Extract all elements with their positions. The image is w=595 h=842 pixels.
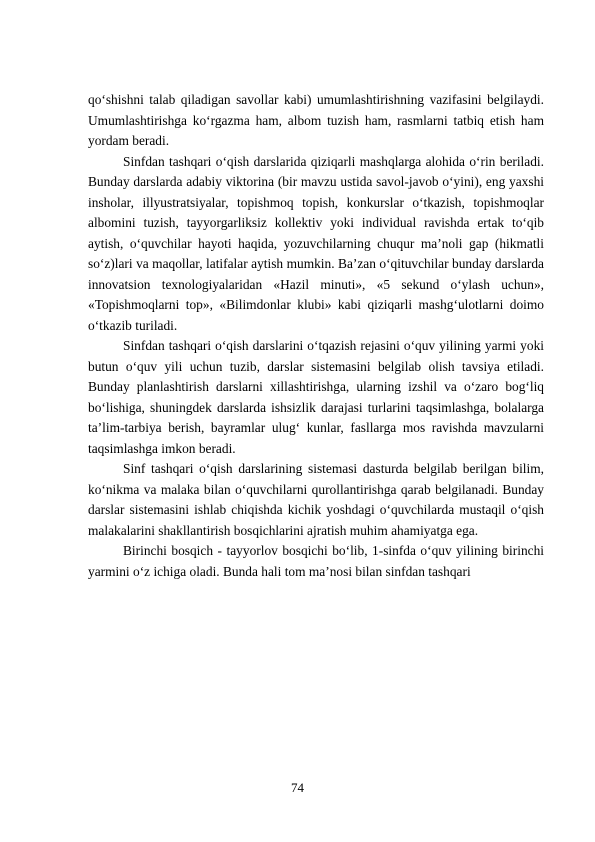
paragraph-continuation: qo‘shishni talab qiladigan savollar kabi) umumlashtirishning vazifasini belgilaydi. Umumlashtirishga ko‘rgazma ham, albom tuzish ham, rasmlarni tatbiq etish ham yordam beradi.: [88, 92, 544, 148]
paragraph-lesson-system: Sinf tashqari o‘qish darslarining sistemasi dasturda belgilab berilgan bilim, ko‘nikma va malaka bilan o‘quvchilarni qurollantirishga qarab belgilanadi. Bunday darslar sistemasini ishlab chiqishda kichik yoshdagi o‘quvchilarda mustaqil o‘qish malakalarini shakllantirish bosqichlarini ajratish muhim ahamiyatga ega.: [88, 461, 544, 538]
paragraph-first-stage: Birinchi bosqich - tayyorlov bosqichi bo‘lib, 1-sinfda o‘quv yilining birinchi yarmini o‘z ichiga oladi. Bunda hali tom ma’nosi bilan sinfdan tashqari: [88, 543, 544, 579]
page-body: [88, 90, 544, 582]
paragraph-extracurricular-exercises: Sinfdan tashqari o‘qish darslarida qiziqarli mashqlarga alohida o‘rin beriladi. Bunday darslarda adabiy viktorina (bir mavzu ustida savol-javob o‘yini), eng yaxshi insholar, illyustratsiyalar, topishmoq topish, konkurslar o‘tkazish, topishmoqlar albomini tuzish, tayyorgarliksiz kollektiv yoki individual ravishda ertak to‘qib aytish, o‘quvchilar hayoti haqida, yozuvchilarning chuqur ma’noli gap (hikmatli so‘z)lari va maqollar, latifalar aytish mumkin. Ba’zan o‘qituvchilar bunday darslarda innovatsion texnologiyalaridan «Hazil minuti», «5 sekund o‘ylash uchun», «Topishmoqlarni top», «Bilimdonlar klubi» kabi qiziqarli mashg‘ulotlarni doimo o‘tkazib turiladi.: [88, 153, 544, 333]
paragraph-lesson-planning: Sinfdan tashqari o‘qish darslarini o‘tqazish rejasini o‘quv yilining yarmi yoki butun o‘quv yili uchun tuzib, darslar sistemasini belgilab olish tavsiya etiladi. Bunday planlashtirish darslarni xillashtirishga, ularning izshil va o‘zaro bog‘liq bo‘lishiga, shuningdek darslarda ishsizlik darajasi turlarini taqsimlashga, bolalarga ta’lim-tarbiya berish, bayramlar ulug‘ kunlar, fasllarga mos ravishda mavzularni taqsimlashga imkon beradi.: [88, 338, 544, 456]
page-number: 74: [291, 780, 304, 795]
